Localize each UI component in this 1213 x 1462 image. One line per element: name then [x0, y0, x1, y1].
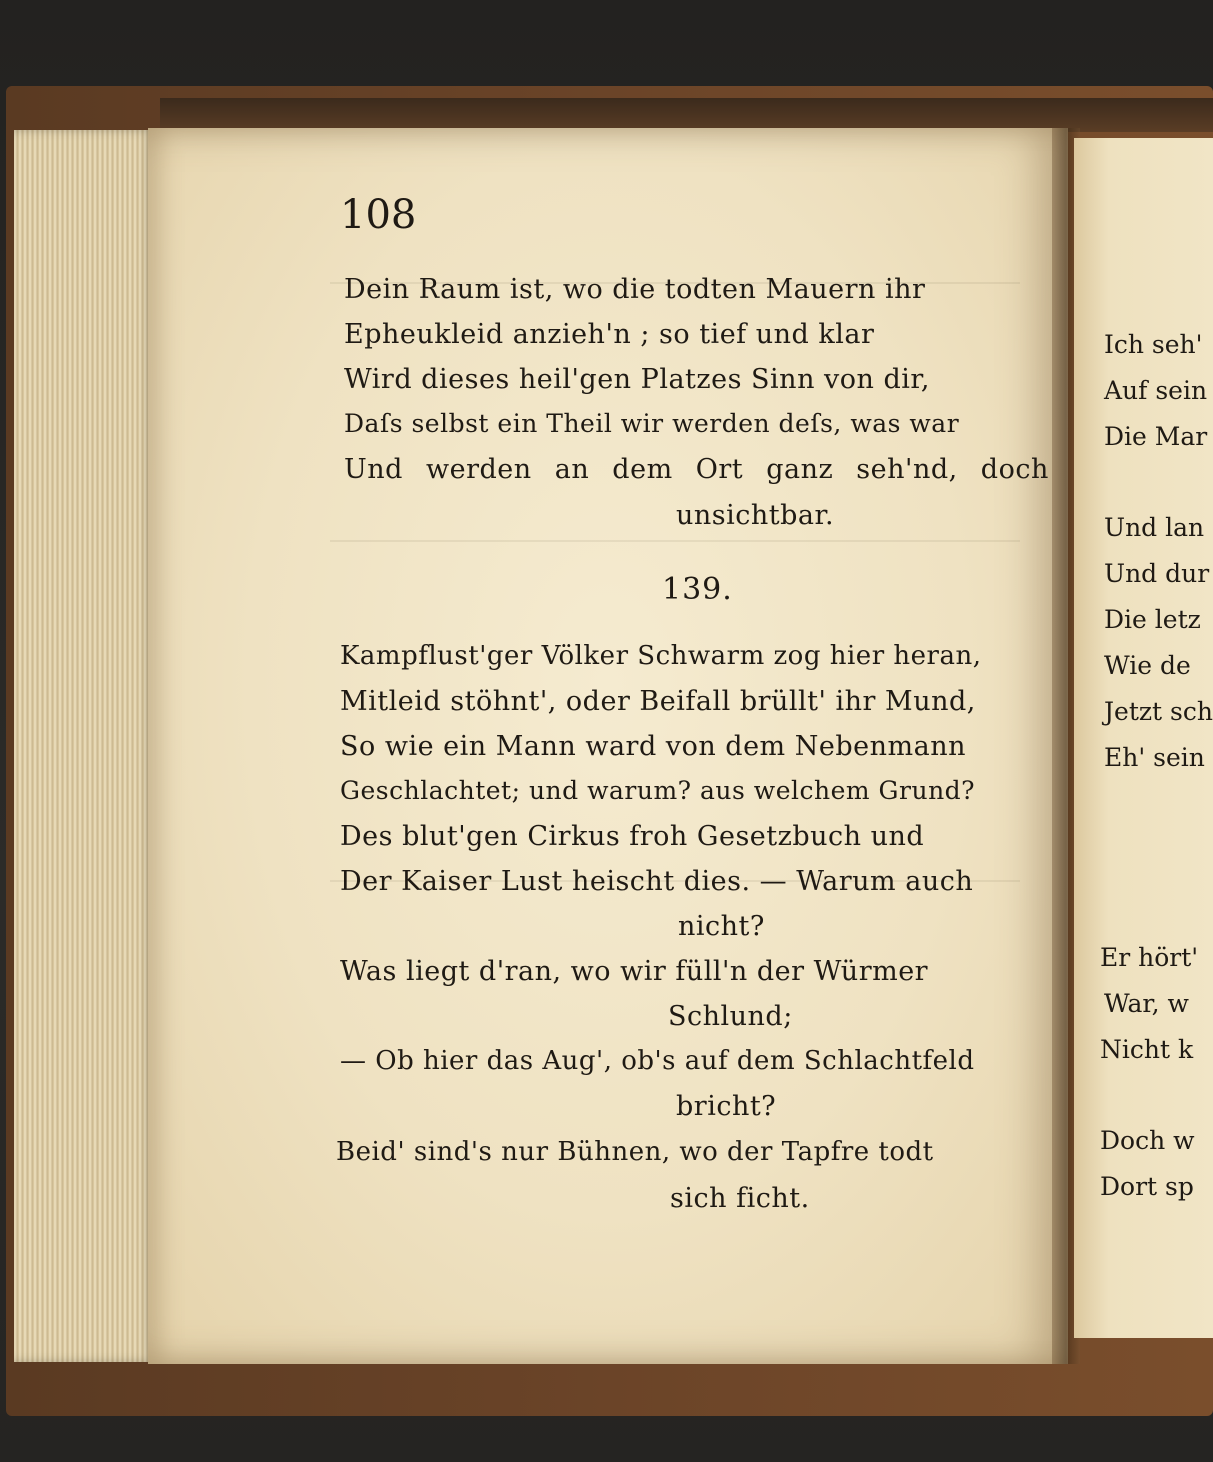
book-spine-top	[160, 98, 1213, 132]
right-page-line: Wie de	[1104, 651, 1191, 680]
bleed-through-mark	[330, 540, 1020, 562]
right-page-line: Und dur	[1104, 559, 1210, 588]
verse-line: Wird dieses heil'gen Platzes Sinn von dir,	[344, 364, 930, 395]
right-page-line: War, w	[1104, 989, 1189, 1018]
page-edges	[14, 130, 154, 1362]
right-page-line: Jetzt sch	[1104, 697, 1213, 726]
verse-line: nicht?	[678, 911, 765, 942]
verse-line: Mitleid stöhnt', oder Beifall brüllt' ihr Mund,	[340, 686, 976, 717]
right-page-line: Und lan	[1104, 513, 1205, 542]
verse-line: Epheukleid anzieh'n ; so tief und klar	[344, 319, 875, 350]
verse-line: Kampflust'ger Völker Schwarm zog hier heran,	[340, 641, 982, 671]
page-number: 108	[340, 192, 417, 238]
right-page-line: Die Mar	[1104, 422, 1208, 451]
verse-line: Dein Raum ist, wo die todten Mauern ihr	[344, 274, 926, 305]
right-page-line: Auf sein	[1104, 376, 1208, 405]
verse-line: Des blut'gen Cirkus froh Gesetzbuch und	[340, 821, 925, 852]
right-page-line: Er hört'	[1100, 943, 1199, 972]
right-page-line: Ich seh'	[1104, 330, 1203, 359]
verse-line: unsichtbar.	[676, 500, 835, 531]
verse-line: bricht?	[676, 1091, 777, 1122]
verse-line: Geschlachtet; und warum? aus welchem Grund?	[340, 776, 976, 805]
verse-line: So wie ein Mann ward von dem Nebenmann	[340, 731, 966, 762]
verse-line: Was liegt d'ran, wo wir füll'n der Würmer	[340, 956, 929, 987]
verse-line: Der Kaiser Lust heischt dies. — Warum auch	[340, 866, 974, 897]
right-page-line: Die letz	[1104, 605, 1201, 634]
verse-line: Daſs selbst ein Theil wir werden deſs, was war	[344, 409, 960, 438]
verse-line: sich ficht.	[670, 1183, 810, 1214]
right-page	[1074, 138, 1213, 1338]
right-page-line: Nicht k	[1100, 1035, 1194, 1064]
right-page-line: Doch w	[1100, 1126, 1195, 1155]
verse-line: — Ob hier das Aug', ob's auf dem Schlachtfeld	[340, 1046, 975, 1076]
verse-line: Schlund;	[668, 1001, 793, 1032]
section-number: 139.	[662, 572, 733, 607]
verse-line: Beid' sind's nur Bühnen, wo der Tapfre todt	[336, 1137, 934, 1167]
right-page-line: Dort sp	[1100, 1172, 1194, 1201]
verse-line: Und werden an dem Ort ganz seh'nd, doch	[344, 454, 1049, 485]
right-page-line: Eh' sein	[1104, 743, 1205, 772]
